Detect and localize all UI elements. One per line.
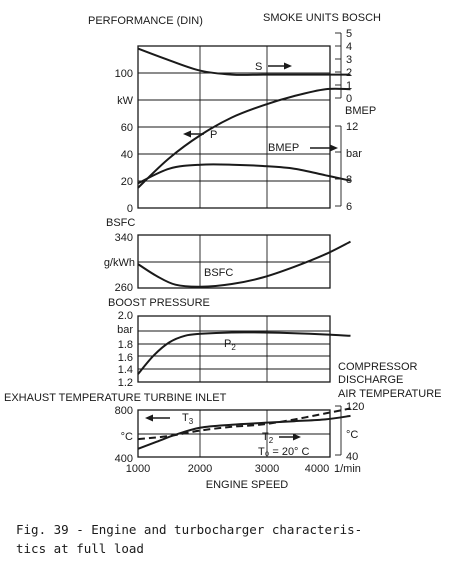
x-axis-unit: 1/min bbox=[334, 463, 361, 475]
bsfc-curve-label: BSFC bbox=[204, 267, 234, 279]
tick-label: 1 bbox=[346, 80, 353, 92]
t3-arrow-icon bbox=[145, 415, 170, 422]
tick-label: 100 bbox=[114, 68, 133, 80]
bmep-arrow-icon bbox=[310, 145, 338, 152]
boost-curve bbox=[138, 332, 351, 374]
smoke-curve bbox=[138, 49, 351, 75]
tick-label: 2 bbox=[346, 67, 353, 79]
compressor-title-line: AIR TEMPERATURE bbox=[338, 388, 442, 400]
bmep-curve bbox=[138, 164, 351, 183]
x-axis bbox=[126, 463, 361, 491]
tick-label: 1.4 bbox=[117, 364, 133, 376]
tick-label: 1000 bbox=[125, 463, 151, 475]
bsfc-curve bbox=[138, 242, 351, 287]
caption-line: tics at full load bbox=[16, 541, 144, 556]
smoke-arrow-icon bbox=[268, 63, 292, 70]
smoke-axis-title: SMOKE UNITS BOSCH bbox=[263, 12, 381, 24]
bsfc-frame bbox=[138, 235, 330, 288]
bsfc-unit: g/kWh bbox=[103, 257, 135, 269]
figure-caption bbox=[16, 522, 362, 556]
t2-curve-label-main: T bbox=[262, 431, 269, 443]
smoke-curve-label: S bbox=[255, 61, 263, 73]
tick-label: 20 bbox=[120, 176, 133, 188]
boost-unit: bar bbox=[117, 324, 133, 336]
tick-label: 3000 bbox=[254, 463, 280, 475]
tick-label: 2000 bbox=[187, 463, 213, 475]
boost-curve-label-sub: 2 bbox=[231, 343, 236, 352]
t2-curve-label bbox=[262, 431, 274, 445]
t0-annotation: T₀ = 20° C bbox=[258, 446, 310, 458]
t2-curve-label-sub: 2 bbox=[268, 436, 274, 445]
tick-label: 260 bbox=[114, 282, 133, 294]
x-axis-title: ENGINE SPEED bbox=[205, 479, 289, 491]
performance-grid bbox=[138, 46, 330, 208]
power-curve-label: P bbox=[210, 129, 218, 141]
tick-label: 1.6 bbox=[117, 352, 133, 364]
bsfc-grid bbox=[138, 235, 330, 288]
tick-label: 4 bbox=[346, 41, 353, 53]
tick-label: 6 bbox=[346, 201, 353, 213]
power-arrow-icon bbox=[183, 131, 204, 138]
t2-arrow-icon bbox=[279, 434, 301, 441]
t3-curve-label bbox=[182, 412, 194, 426]
bsfc-panel bbox=[104, 217, 351, 294]
boost-curve-label bbox=[224, 338, 236, 352]
tick-label: 12 bbox=[346, 121, 359, 133]
tick-label: 800 bbox=[114, 405, 133, 417]
caption-line: Fig. 39 - Engine and turbocharger characteris- bbox=[16, 522, 363, 537]
boost-panel bbox=[108, 297, 351, 389]
performance-panel bbox=[88, 12, 381, 215]
tick-label: 2.0 bbox=[117, 310, 133, 322]
boost-title: BOOST PRESSURE bbox=[108, 297, 210, 309]
compressor-title-line: COMPRESSOR bbox=[338, 361, 418, 373]
bsfc-title: BSFC bbox=[106, 217, 136, 229]
tick-label: 5 bbox=[346, 28, 353, 40]
tick-label: 0 bbox=[346, 93, 353, 105]
kw-tick-labels bbox=[115, 68, 133, 215]
tick-label: 3 bbox=[346, 54, 353, 66]
tick-label: 0 bbox=[126, 203, 133, 215]
tick-label: 60 bbox=[120, 122, 133, 134]
compressor-title-line: DISCHARGE bbox=[338, 374, 404, 386]
tick-label: 40 bbox=[120, 149, 133, 161]
compressor-axis-title bbox=[338, 361, 442, 400]
t3-curve-label-sub: 3 bbox=[188, 417, 194, 426]
t3-curve-label-main: T bbox=[182, 412, 189, 424]
t3-curve bbox=[138, 416, 351, 449]
boost-curve-label-main: P bbox=[224, 338, 232, 350]
exhaust-unit-left: °C bbox=[120, 431, 133, 443]
bmep-axis-title: BMEP bbox=[345, 105, 377, 117]
bmep-unit: bar bbox=[346, 148, 362, 160]
tick-label: 120 bbox=[346, 401, 365, 413]
tick-label: 4000 bbox=[304, 463, 330, 475]
bmep-axis bbox=[335, 121, 358, 213]
boost-tick-labels bbox=[118, 310, 133, 389]
tick-label: 1.2 bbox=[117, 377, 133, 389]
tick-label: 8 bbox=[346, 174, 353, 186]
tick-label: 40 bbox=[346, 451, 359, 463]
bmep-curve-label: BMEP bbox=[268, 142, 300, 154]
tick-label: 1.8 bbox=[117, 339, 133, 351]
kw-unit: kW bbox=[117, 95, 133, 107]
exhaust-title: EXHAUST TEMPERATURE TURBINE INLET bbox=[4, 392, 227, 404]
tick-label: 340 bbox=[114, 232, 133, 244]
tick-label: 400 bbox=[114, 453, 133, 465]
smoke-axis bbox=[335, 28, 352, 105]
compressor-unit: °C bbox=[346, 429, 359, 441]
performance-title: PERFORMANCE (DIN) bbox=[88, 15, 203, 27]
exhaust-panel bbox=[4, 392, 364, 465]
